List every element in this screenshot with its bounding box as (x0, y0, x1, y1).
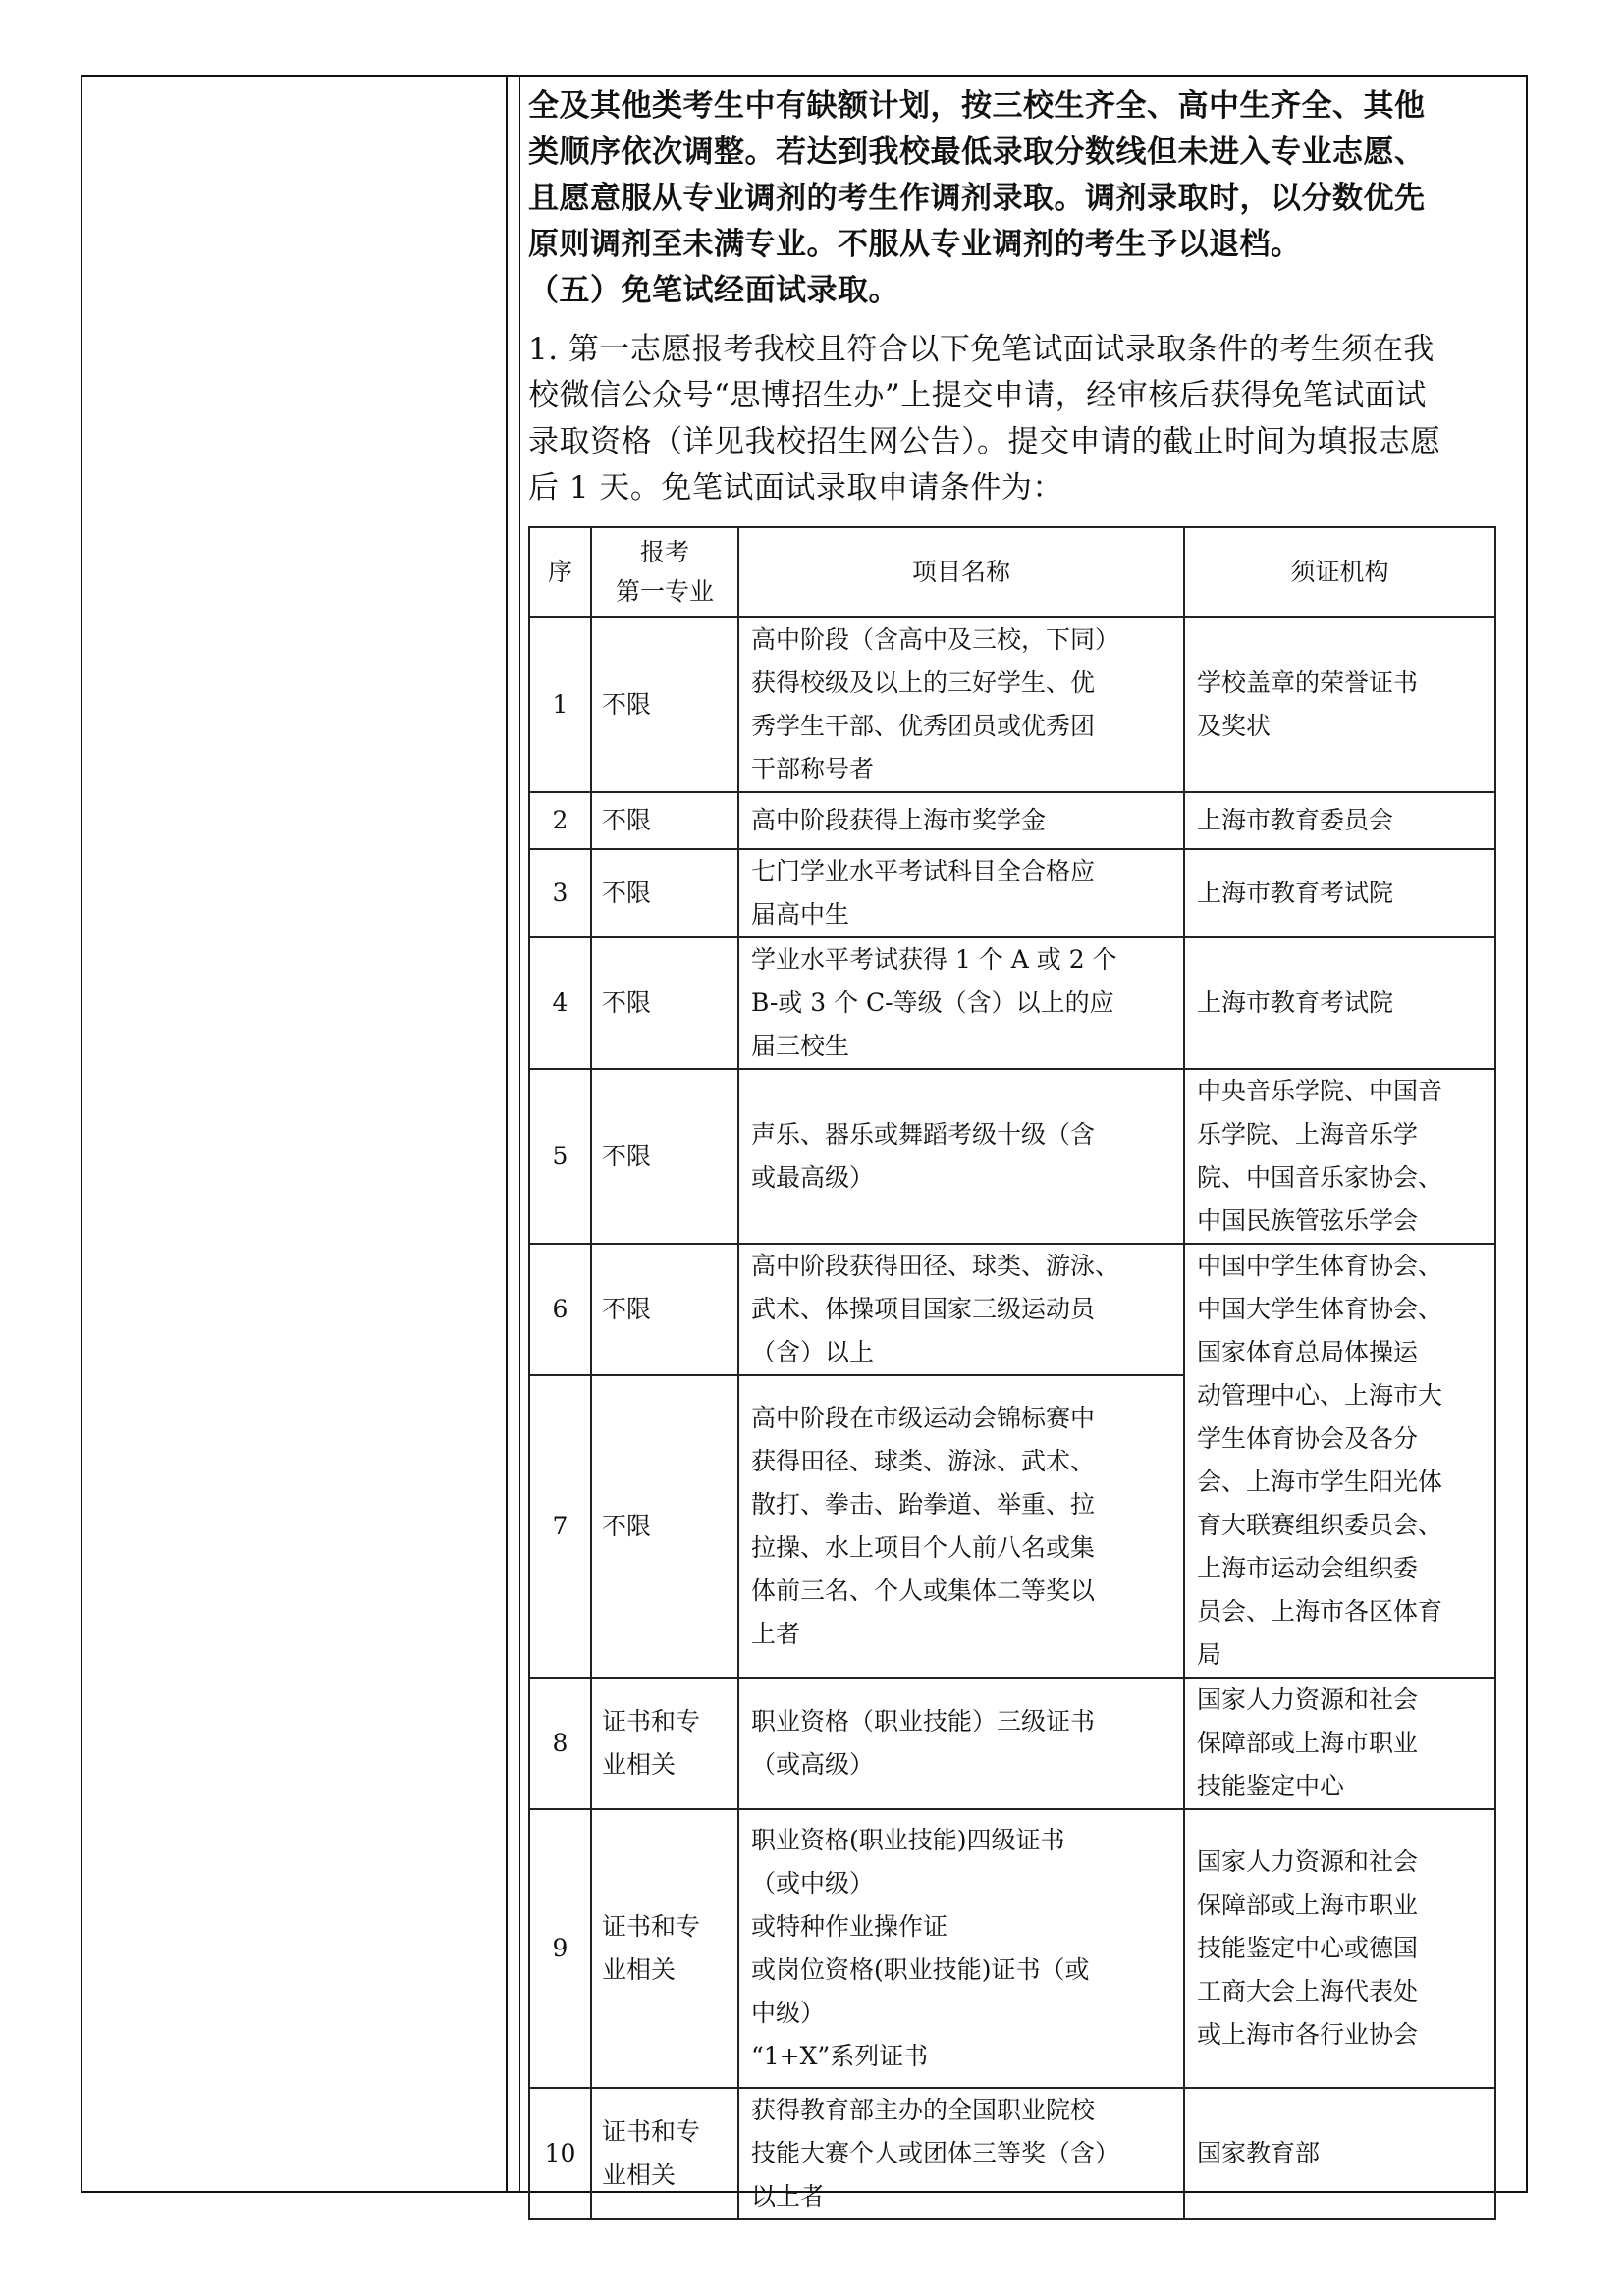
row-seq: 7 (529, 1375, 591, 1678)
table-row (529, 937, 1495, 1069)
row-seq: 6 (529, 1244, 591, 1375)
row-item: 学业水平考试获得 1 个 A 或 2 个 B-或 3 个 C-等级（含）以上的应 届三校生 (738, 937, 1184, 1069)
header-issuer: 须证机构 (1184, 527, 1495, 617)
row-seq: 9 (529, 1809, 591, 2088)
header-seq: 序 (529, 527, 591, 617)
row-major: 不限 (591, 1244, 738, 1375)
intro-line-4: 原则调剂至未满专业。不服从专业调剂的考生予以退档。 (528, 227, 1302, 262)
table-row (529, 2088, 1495, 2219)
column-divider (506, 77, 508, 2191)
row-major: 证书和专 业相关 (591, 2088, 738, 2219)
paragraph-line-3: 录取资格（详见我校招生网公告）。提交申请的截止时间为填报志愿 (528, 424, 1441, 459)
row-seq: 3 (529, 849, 591, 937)
row-item: 职业资格(职业技能)四级证书 （或中级） 或特种作业操作证 或岗位资格(职业技能)证书（或 中级） “1+X”系列证书 (738, 1809, 1184, 2088)
table-header-row (529, 527, 1495, 617)
table-row (529, 792, 1495, 849)
row-seq: 5 (529, 1069, 591, 1244)
row-major: 不限 (591, 937, 738, 1069)
row-issuer: 上海市教育考试院 (1184, 849, 1495, 937)
row-issuer: 上海市教育委员会 (1184, 792, 1495, 849)
row-item: 七门学业水平考试科目全合格应 届高中生 (738, 849, 1184, 937)
row-seq: 2 (529, 792, 591, 849)
row-issuer: 中央音乐学院、中国音 乐学院、上海音乐学 院、中国音乐家协会、 中国民族管弦乐学会 (1184, 1069, 1495, 1244)
intro-line-3: 且愿意服从专业调剂的考生作调剂录取。调剂录取时，以分数优先 (528, 181, 1426, 216)
row-seq: 4 (529, 937, 591, 1069)
row-seq: 10 (529, 2088, 591, 2219)
row-item: 声乐、器乐或舞蹈考级十级（含 或最高级） (738, 1069, 1184, 1244)
left-column (82, 77, 506, 2191)
row-major: 不限 (591, 1375, 738, 1678)
row-major: 不限 (591, 849, 738, 937)
row-item: 高中阶段（含高中及三校，下同） 获得校级及以上的三好学生、优 秀学生干部、优秀团员或优秀团 干部称号者 (738, 617, 1184, 792)
row-item: 职业资格（职业技能）三级证书 （或高级） (738, 1678, 1184, 1809)
row-issuer: 上海市教育考试院 (1184, 937, 1495, 1069)
row-item: 高中阶段获得田径、球类、游泳、 武术、体操项目国家三级运动员 （含）以上 (738, 1244, 1184, 1375)
column-divider-inner (519, 77, 520, 2191)
row-item: 高中阶段在市级运动会锦标赛中 获得田径、球类、游泳、武术、 散打、拳击、跆拳道、举重、拉 拉操、水上项目个人前八名或集 体前三名、个人或集体二等奖以 上者 (738, 1375, 1184, 1678)
row-issuer: 国家人力资源和社会 保障部或上海市职业 技能鉴定中心或德国 工商大会上海代表处 或上海市各行业协会 (1184, 1809, 1495, 2088)
paragraph-line-1: 1. 第一志愿报考我校且符合以下免笔试面试录取条件的考生须在我 (528, 332, 1435, 367)
row-major: 不限 (591, 617, 738, 792)
application-conditions-table (528, 526, 1496, 2220)
row-major: 证书和专 业相关 (591, 1809, 738, 2088)
row-issuer: 国家人力资源和社会 保障部或上海市职业 技能鉴定中心 (1184, 1678, 1495, 1809)
row-issuer: 国家教育部 (1184, 2088, 1495, 2219)
table-row (529, 617, 1495, 792)
row-seq: 8 (529, 1678, 591, 1809)
table-row (529, 1244, 1495, 1375)
table-row (529, 849, 1495, 937)
section-heading: （五）免笔试经面试录取。 (528, 273, 899, 308)
paragraph-line-4: 后 1 天。免笔试面试录取申请条件为： (528, 470, 1063, 506)
table-row (529, 1069, 1495, 1244)
paragraph-line-2: 校微信公众号“思博招生办”上提交申请，经审核后获得免笔试面试 (528, 378, 1427, 413)
header-item: 项目名称 (738, 527, 1184, 617)
row-seq: 1 (529, 617, 591, 792)
table-row (529, 1809, 1495, 2088)
row-issuer: 中国中学生体育协会、 中国大学生体育协会、 国家体育总局体操运 动管理中心、上海市大 学生体育协会及各分 会、上海市学生阳光体 育大联赛组织委员会、 上海市运动会组织委 员会、上海市各区体育 局 (1184, 1244, 1495, 1678)
row-major: 不限 (591, 792, 738, 849)
table-row (529, 1678, 1495, 1809)
intro-line-2: 类顺序依次调整。若达到我校最低录取分数线但未进入专业志愿、 (528, 134, 1426, 170)
row-issuer: 学校盖章的荣誉证书 及奖状 (1184, 617, 1495, 792)
row-major: 证书和专 业相关 (591, 1678, 738, 1809)
row-item: 高中阶段获得上海市奖学金 (738, 792, 1184, 849)
row-major: 不限 (591, 1069, 738, 1244)
row-item: 获得教育部主办的全国职业院校 技能大赛个人或团体三等奖（含） 以上者 (738, 2088, 1184, 2219)
header-major: 报考 第一专业 (591, 527, 738, 617)
intro-line-1: 全及其他类考生中有缺额计划，按三校生齐全、高中生齐全、其他 (528, 88, 1426, 124)
